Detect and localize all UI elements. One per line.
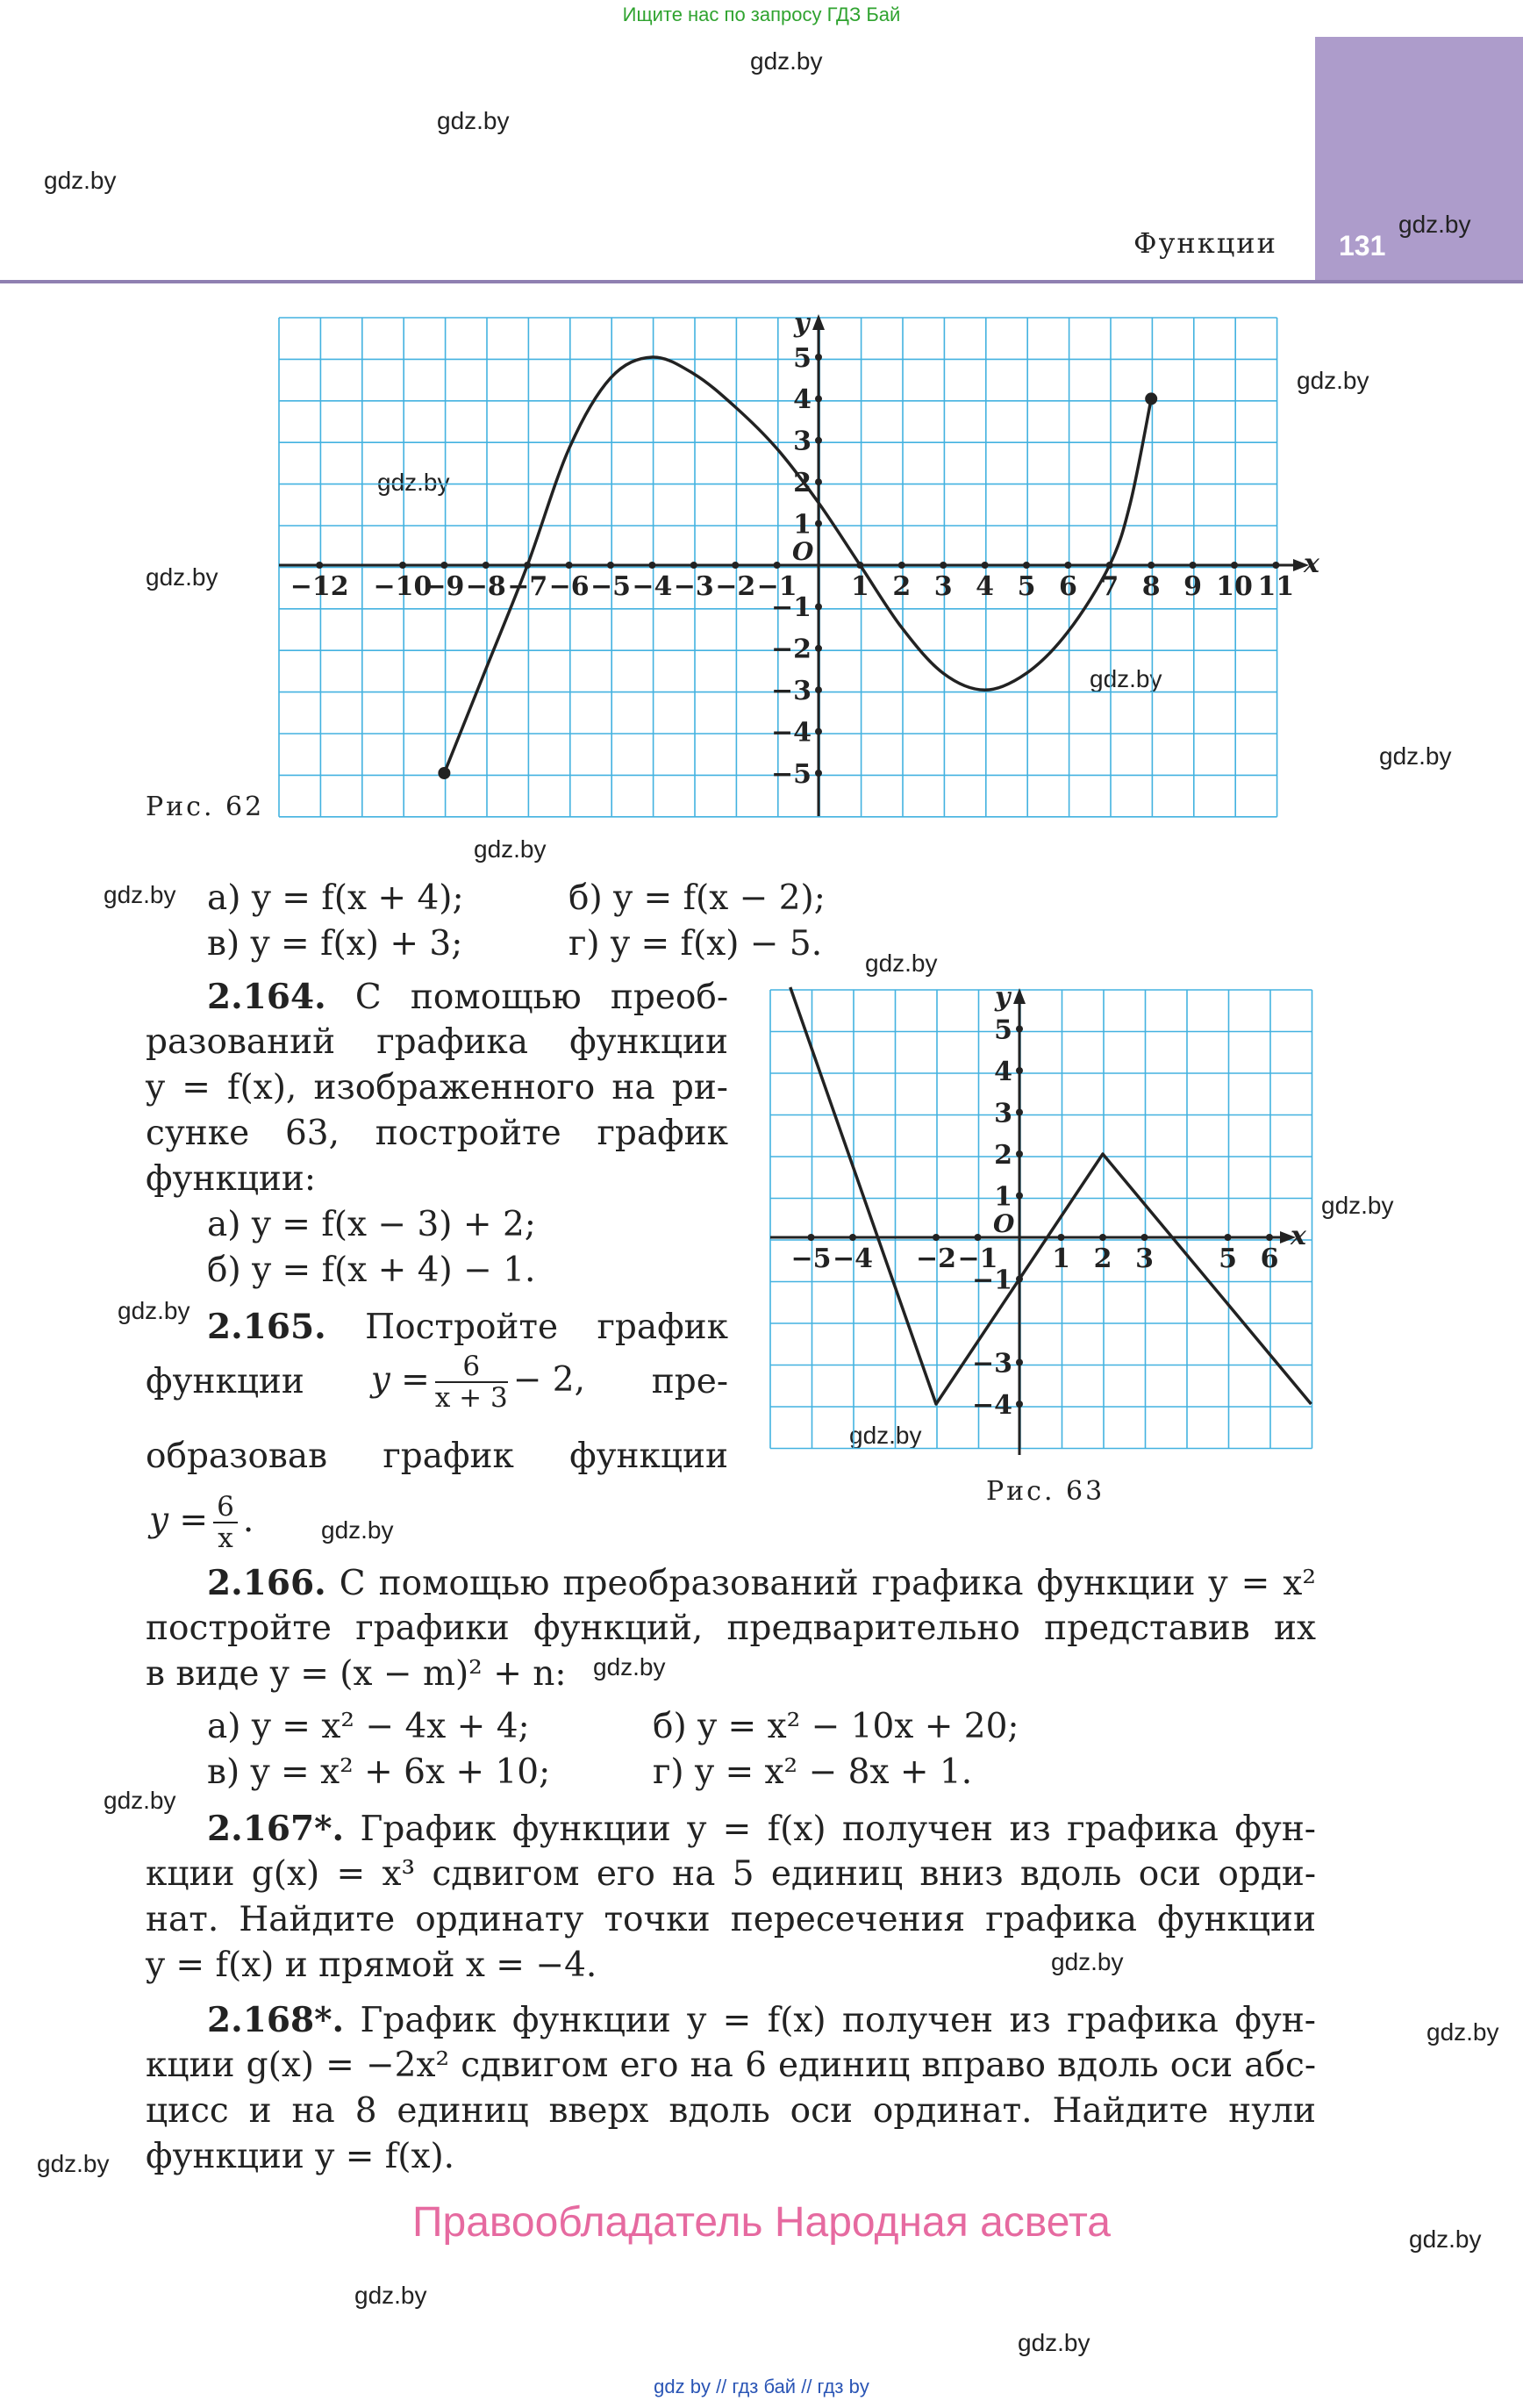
watermark: gdz.by bbox=[1297, 367, 1369, 394]
x-tick-mark bbox=[1266, 1234, 1273, 1241]
x-tick-label: −9 bbox=[424, 571, 465, 602]
watermark: gdz.by bbox=[1018, 2329, 1090, 2356]
ex164-number: 2.164. bbox=[207, 977, 326, 1017]
ex164-option-b: б) y = f(x + 4) − 1. bbox=[207, 1251, 536, 1290]
y-tick-label: 4 bbox=[793, 384, 812, 416]
ex165-frac2-num: 6 bbox=[213, 1492, 238, 1523]
watermark: gdz.by bbox=[1321, 1192, 1394, 1219]
ex167-line-4: y = f(x) и прямой x = −4. bbox=[146, 1946, 597, 1985]
watermark: gdz.by bbox=[593, 1653, 666, 1681]
ex168-line-1 bbox=[207, 1997, 1316, 2044]
graph-endpoint bbox=[1145, 392, 1157, 405]
x-axis-label: x bbox=[1304, 548, 1319, 579]
ex165-word-pre: пре- bbox=[651, 1362, 728, 1401]
y-tick-mark bbox=[815, 354, 822, 361]
ex165-line-2 bbox=[146, 1351, 728, 1413]
ex165-frac-num: 6 bbox=[435, 1351, 508, 1383]
figure-63-chart bbox=[770, 982, 1312, 1455]
ex164-line-1 bbox=[207, 974, 728, 1021]
section-title: Функции bbox=[1133, 226, 1277, 260]
ex166-line-3: в виде y = (x − m)² + n: bbox=[146, 1654, 567, 1694]
y-tick-mark bbox=[815, 728, 822, 735]
ex166-number: 2.166. bbox=[207, 1563, 326, 1603]
watermark: gdz.by bbox=[849, 1422, 922, 1449]
x-tick-label: −1 bbox=[756, 571, 797, 602]
x-tick-label: 6 bbox=[1058, 571, 1077, 602]
watermark: gdz.by bbox=[37, 2150, 110, 2177]
watermark: gdz.by bbox=[865, 950, 938, 977]
x-tick-mark bbox=[940, 562, 947, 569]
ex166-line-2: постройте графики функций, предварительно представив их bbox=[146, 1609, 1316, 1648]
x-tick-mark bbox=[774, 562, 781, 569]
footer-links: gdz by // гдз бай // гдз by bbox=[654, 2376, 869, 2397]
ex164-option-a: а) y = f(x − 3) + 2; bbox=[207, 1205, 536, 1244]
y-tick-label: 2 bbox=[994, 1139, 1012, 1171]
y-tick-label: −4 bbox=[971, 1389, 1012, 1421]
y-tick-mark bbox=[815, 520, 822, 527]
y-tick-mark bbox=[815, 645, 822, 652]
y-tick-label: −5 bbox=[770, 758, 812, 790]
y-tick-label: −4 bbox=[770, 717, 812, 749]
ex164-text: С помощью преоб- bbox=[354, 978, 728, 1017]
ex168-line-3: цисс и на 8 единиц вверх вдоль оси ординат. Найдите нули bbox=[146, 2091, 1316, 2131]
y-axis-arrow bbox=[812, 314, 825, 330]
y-tick-mark bbox=[815, 770, 822, 777]
ex165-formula-lhs: y = bbox=[370, 1360, 430, 1400]
y-tick-mark bbox=[815, 603, 822, 610]
x-tick-label: −12 bbox=[290, 571, 349, 602]
x-tick-label: 3 bbox=[1135, 1243, 1154, 1274]
watermark: gdz.by bbox=[104, 1787, 176, 1814]
origin-label: O bbox=[993, 1209, 1015, 1238]
ex165-fraction-2 bbox=[213, 1492, 238, 1553]
x-tick-label: −3 bbox=[673, 571, 714, 602]
watermark: gdz.by bbox=[1398, 211, 1471, 238]
x-tick-mark bbox=[933, 1234, 940, 1241]
x-tick-mark bbox=[808, 1234, 815, 1241]
x-tick-label: −7 bbox=[507, 571, 548, 602]
ex165-frac-den: x + 3 bbox=[434, 1382, 508, 1414]
x-tick-mark bbox=[1058, 1234, 1065, 1241]
ex165-line-3: образовав график функции bbox=[146, 1437, 728, 1476]
x-tick-label: 1 bbox=[850, 571, 869, 602]
ex164-line-2: разований графика функции bbox=[146, 1022, 728, 1062]
ex166-option-a: а) y = x² − 4x + 4; bbox=[207, 1707, 530, 1746]
x-tick-label: −1 bbox=[957, 1243, 998, 1274]
x-tick-label: −4 bbox=[632, 571, 673, 602]
ex165-formula bbox=[371, 1351, 585, 1413]
x-tick-label: −10 bbox=[373, 571, 433, 602]
y-tick-mark bbox=[1016, 1401, 1023, 1408]
y-tick-mark bbox=[1016, 1193, 1023, 1200]
rights-holder-note: Правообладатель Народная асвета bbox=[412, 2199, 1111, 2246]
figure-63-caption: Рис. 63 bbox=[986, 1476, 1105, 1507]
x-tick-label: 11 bbox=[1257, 571, 1295, 602]
x-tick-label: 1 bbox=[1052, 1243, 1070, 1274]
y-tick-label: −3 bbox=[770, 676, 812, 706]
ex166-option-c: в) y = x² + 6x + 10; bbox=[207, 1752, 551, 1792]
ex166-line-1 bbox=[207, 1560, 1316, 1607]
x-tick-label: 2 bbox=[892, 571, 912, 602]
ex163-option-c: в) y = f(x) + 3; bbox=[207, 924, 463, 964]
x-tick-mark bbox=[849, 1234, 856, 1241]
watermark: gdz.by bbox=[354, 2282, 427, 2309]
x-axis-label: x bbox=[1291, 1221, 1306, 1251]
y-tick-mark bbox=[1016, 1026, 1023, 1033]
watermark: gdz.by bbox=[1409, 2225, 1482, 2253]
x-tick-mark bbox=[1225, 1234, 1232, 1241]
ex164-line-3: y = f(x), изображенного на ри- bbox=[146, 1068, 728, 1107]
ex164-line-4: сунке 63, постройте график bbox=[146, 1114, 728, 1153]
watermark: gdz.by bbox=[437, 107, 510, 134]
ex167-text: График функции y = f(x) получен из графика фун- bbox=[360, 1810, 1316, 1849]
ex168-number: 2.168*. bbox=[207, 2000, 345, 2040]
ex165-line-4 bbox=[149, 1492, 254, 1553]
ex167-line-2: кции g(x) = x³ сдвигом его на 5 единиц вниз вдоль оси орди- bbox=[146, 1854, 1316, 1894]
page-number: 131 bbox=[1339, 230, 1386, 262]
watermark: gdz.by bbox=[1379, 742, 1452, 770]
x-tick-label: 5 bbox=[1219, 1243, 1237, 1274]
ex165-fraction bbox=[435, 1351, 508, 1413]
x-tick-label: −6 bbox=[548, 571, 590, 602]
y-tick-label: 5 bbox=[793, 342, 812, 374]
y-axis-label: y bbox=[995, 982, 1011, 1013]
x-tick-label: 2 bbox=[1093, 1243, 1112, 1274]
watermark: gdz.by bbox=[377, 469, 450, 496]
y-tick-label: 3 bbox=[994, 1098, 1012, 1129]
x-tick-label: 5 bbox=[1017, 571, 1036, 602]
figure-62-caption: Рис. 62 bbox=[146, 792, 265, 822]
x-tick-mark bbox=[399, 562, 406, 569]
x-tick-mark bbox=[483, 562, 490, 569]
y-tick-label: 1 bbox=[793, 509, 812, 541]
ex165-text: Постройте график bbox=[365, 1308, 728, 1347]
x-tick-mark bbox=[607, 562, 614, 569]
y-tick-label: 1 bbox=[994, 1181, 1012, 1213]
ex167-number: 2.167*. bbox=[207, 1809, 345, 1849]
ex165-line4-end: . bbox=[242, 1501, 254, 1540]
ex165-word-function: функции bbox=[146, 1362, 304, 1401]
y-tick-mark bbox=[815, 395, 822, 402]
ex167-line-3: нат. Найдите ординату точки пересечения графика функции bbox=[146, 1900, 1316, 1939]
top-search-note: Ищите нас по запросу ГДЗ Бай bbox=[622, 4, 901, 25]
y-tick-label: 2 bbox=[793, 468, 812, 498]
x-tick-mark bbox=[1064, 562, 1071, 569]
watermark: gdz.by bbox=[321, 1516, 394, 1544]
y-tick-mark bbox=[815, 478, 822, 485]
y-tick-mark bbox=[1016, 1150, 1023, 1157]
x-tick-mark bbox=[648, 562, 655, 569]
x-tick-mark bbox=[440, 562, 447, 569]
ex165-line-1 bbox=[207, 1304, 728, 1351]
ex168-text: График функции y = f(x) получен из графика фун- bbox=[360, 2001, 1316, 2040]
y-tick-label: −1 bbox=[770, 592, 812, 624]
watermark: gdz.by bbox=[1426, 2018, 1499, 2046]
y-tick-label: 4 bbox=[994, 1056, 1012, 1087]
y-tick-mark bbox=[1016, 1109, 1023, 1116]
ex166-option-d: г) y = x² − 8x + 1. bbox=[653, 1752, 973, 1792]
ex165-line4-lhs: y = bbox=[149, 1501, 209, 1540]
y-tick-label: −1 bbox=[971, 1265, 1012, 1296]
x-tick-mark bbox=[1231, 562, 1238, 569]
x-tick-label: 4 bbox=[976, 571, 995, 602]
x-tick-label: −4 bbox=[832, 1243, 874, 1274]
watermark: gdz.by bbox=[146, 563, 218, 591]
x-tick-mark bbox=[1141, 1234, 1148, 1241]
x-tick-mark bbox=[1190, 562, 1197, 569]
x-tick-label: 6 bbox=[1260, 1243, 1279, 1274]
figure-62-chart bbox=[279, 308, 1319, 816]
y-tick-mark bbox=[815, 437, 822, 444]
watermark: gdz.by bbox=[474, 835, 547, 863]
x-tick-mark bbox=[566, 562, 573, 569]
function-graph-line bbox=[790, 987, 1312, 1404]
y-tick-mark bbox=[815, 686, 822, 693]
y-tick-label: −3 bbox=[971, 1348, 1012, 1380]
ex165-formula-rest: − 2, bbox=[512, 1360, 585, 1400]
x-tick-mark bbox=[982, 562, 989, 569]
x-tick-mark bbox=[1272, 562, 1279, 569]
watermark: gdz.by bbox=[104, 881, 176, 908]
x-tick-label: 10 bbox=[1216, 571, 1253, 602]
x-tick-label: 9 bbox=[1183, 571, 1203, 602]
watermark: gdz.by bbox=[1090, 665, 1162, 692]
watermark: gdz.by bbox=[750, 47, 823, 75]
y-tick-label: 5 bbox=[994, 1014, 1012, 1046]
ex168-line-2: кции g(x) = −2x² сдвигом его на 6 единиц вправо вдоль оси абс- bbox=[146, 2046, 1316, 2085]
watermark: gdz.by bbox=[44, 167, 117, 194]
x-tick-mark bbox=[690, 562, 697, 569]
x-tick-mark bbox=[975, 1234, 982, 1241]
watermark: gdz.by bbox=[1051, 1948, 1124, 1975]
ex164-line-5: функции: bbox=[146, 1159, 317, 1199]
x-tick-label: −2 bbox=[915, 1243, 957, 1274]
x-tick-mark bbox=[1023, 562, 1030, 569]
ex163-option-b: б) y = f(x − 2); bbox=[568, 878, 826, 918]
y-tick-label: 3 bbox=[793, 426, 812, 457]
graph-endpoint bbox=[438, 767, 450, 779]
x-tick-mark bbox=[316, 562, 323, 569]
x-tick-mark bbox=[1099, 1234, 1106, 1241]
y-tick-mark bbox=[1016, 1359, 1023, 1366]
y-axis-label: y bbox=[794, 308, 810, 339]
x-tick-label: −5 bbox=[590, 571, 632, 602]
x-tick-mark bbox=[1148, 562, 1155, 569]
x-tick-label: 8 bbox=[1141, 571, 1161, 602]
ex166-text: С помощью преобразований графика функции y = x² bbox=[339, 1564, 1316, 1603]
ex165-frac2-den: x bbox=[218, 1523, 233, 1554]
x-tick-label: 7 bbox=[1100, 571, 1119, 602]
ex163-option-a: а) y = f(x + 4); bbox=[207, 878, 464, 918]
ex166-option-b: б) y = x² − 10x + 20; bbox=[653, 1707, 1019, 1746]
ex167-line-1 bbox=[207, 1806, 1316, 1853]
y-tick-label: −2 bbox=[770, 634, 812, 665]
x-tick-mark bbox=[898, 562, 905, 569]
x-tick-label: −5 bbox=[790, 1243, 832, 1274]
x-tick-label: −2 bbox=[715, 571, 756, 602]
ex165-number: 2.165. bbox=[207, 1307, 326, 1347]
y-tick-mark bbox=[1016, 1067, 1023, 1074]
origin-label: O bbox=[792, 537, 814, 566]
x-tick-mark bbox=[732, 562, 739, 569]
ex163-option-d: г) y = f(x) − 5. bbox=[568, 924, 823, 964]
header-rule bbox=[0, 280, 1523, 283]
x-tick-label: 3 bbox=[933, 571, 953, 602]
watermark: gdz.by bbox=[118, 1297, 190, 1324]
x-tick-label: −8 bbox=[465, 571, 506, 602]
ex168-line-4: функции y = f(x). bbox=[146, 2137, 455, 2176]
